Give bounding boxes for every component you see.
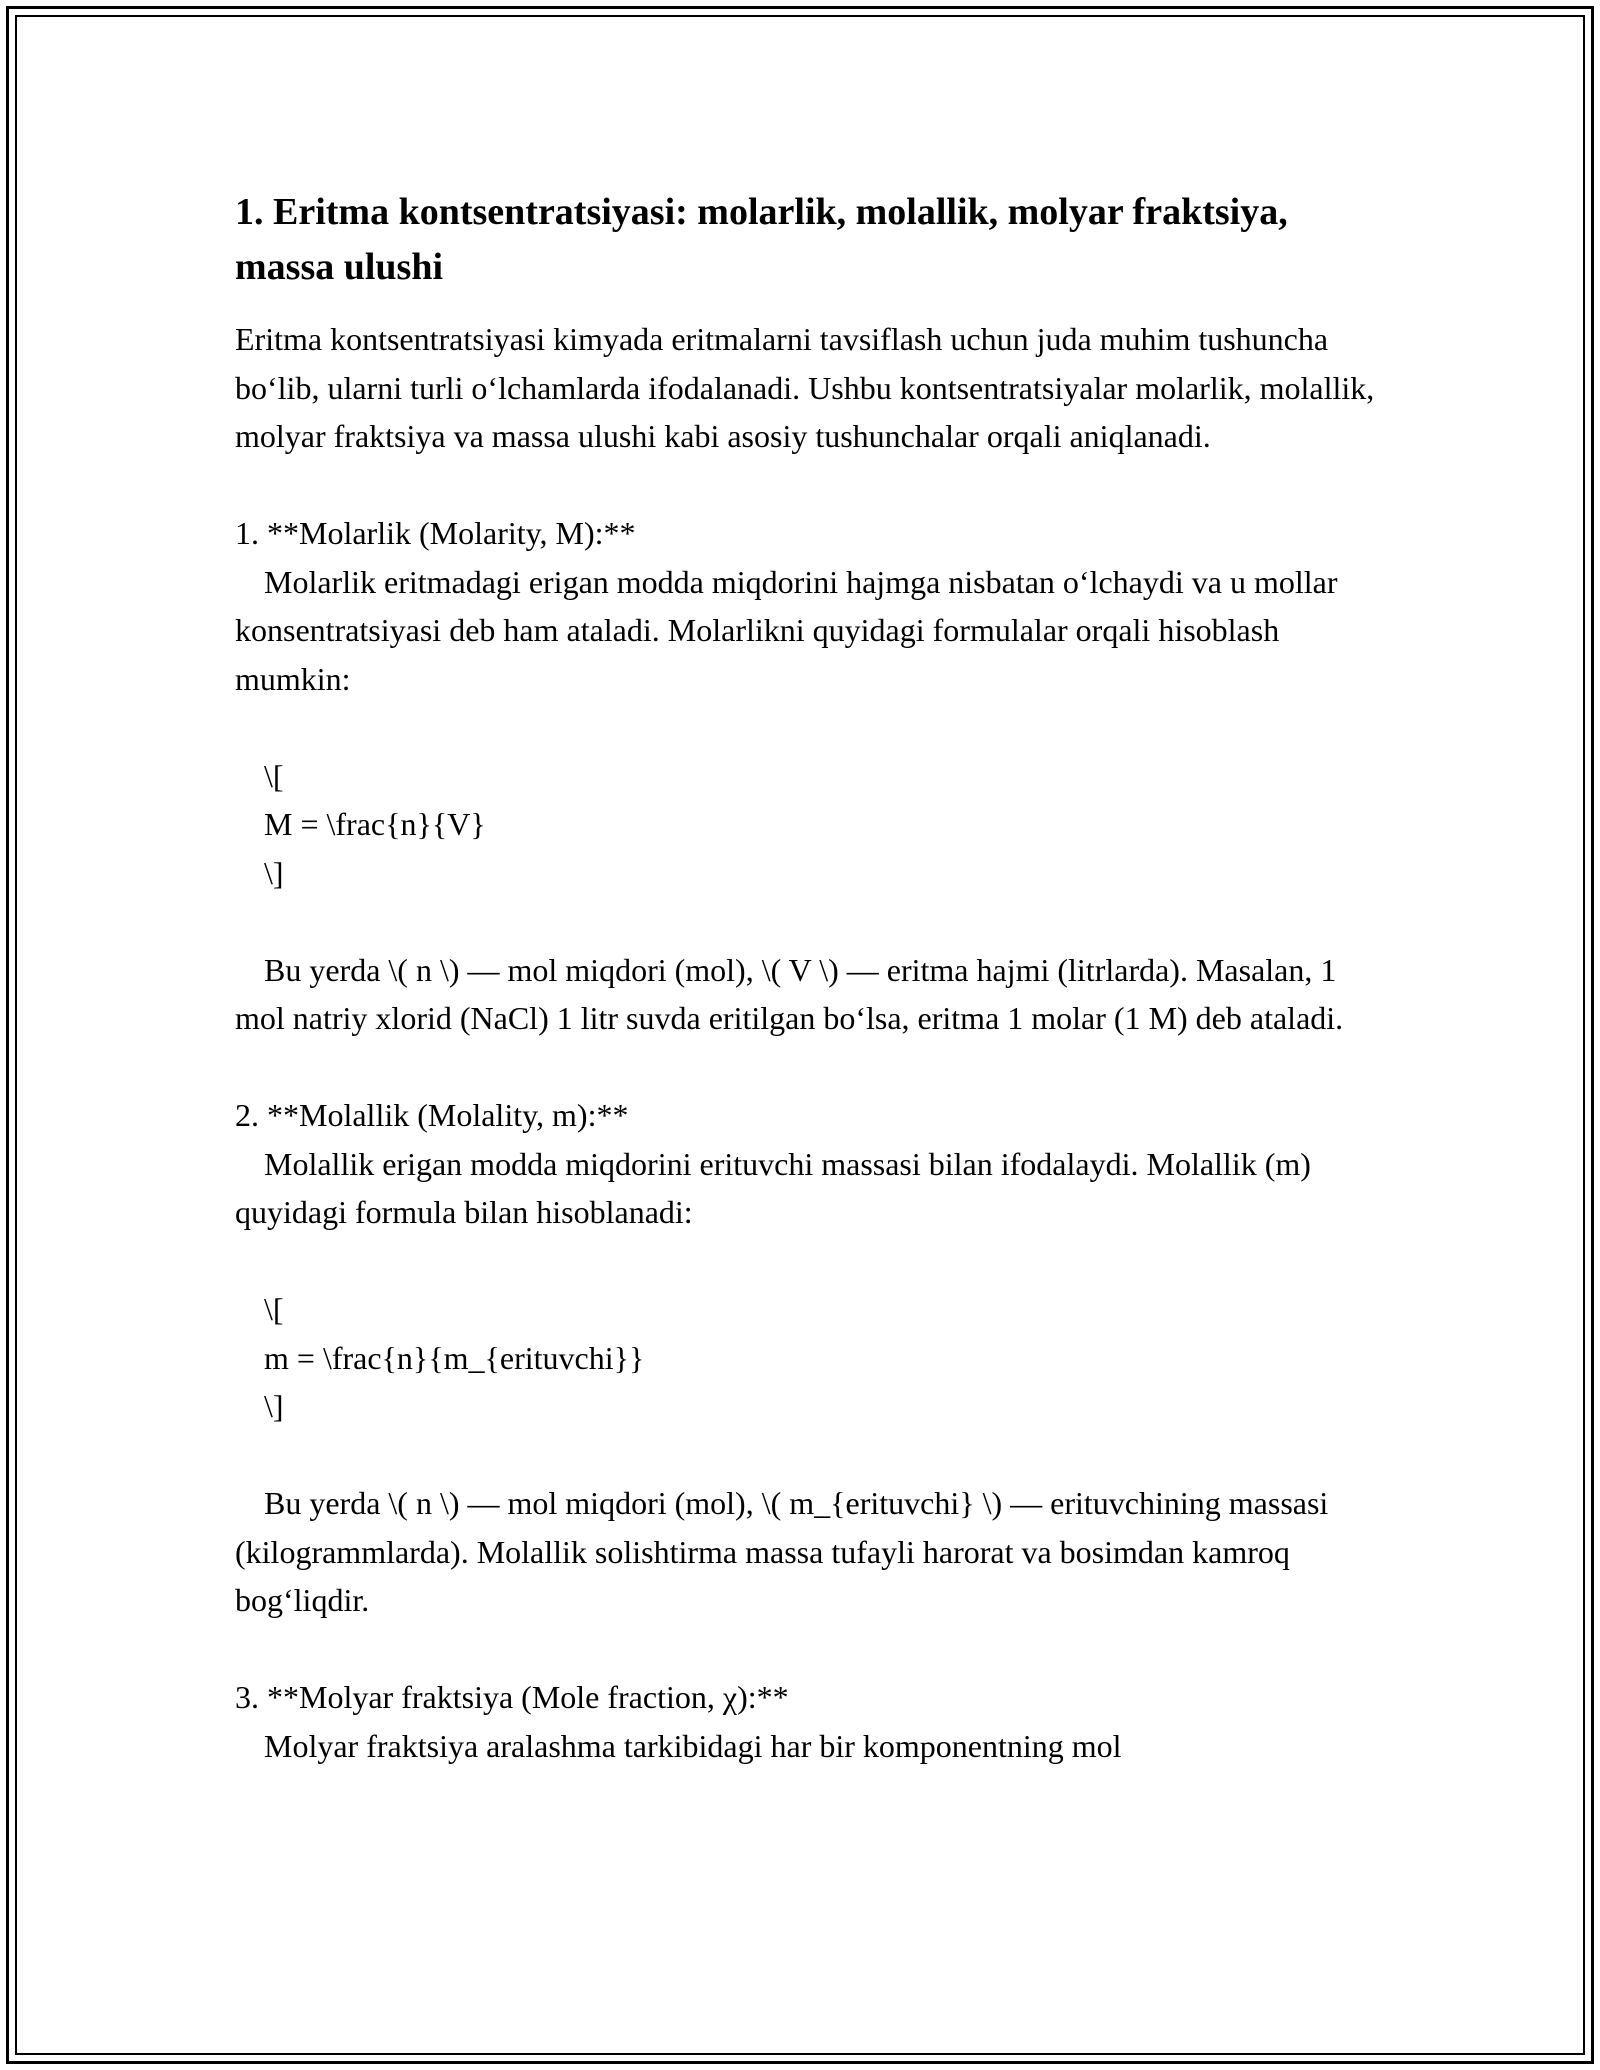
spacer [235, 1431, 1385, 1480]
spacer [235, 703, 1385, 752]
section-3-body [235, 1722, 1385, 1771]
spacer [235, 1237, 1385, 1286]
section-2-body [235, 1140, 1385, 1237]
section-1-explanation [235, 946, 1385, 1043]
section-3-title: 3. **Molyar fraktsiya (Mole fraction, χ):** [235, 1679, 789, 1715]
section-1-formula-open: \[ [264, 757, 284, 794]
section-1-formula-close: \] [264, 854, 284, 891]
section-1-body [235, 558, 1385, 704]
section-1-explanation-text: Bu yerda \( n \) — mol miqdori (mol), \( V \) — eritma hajmi (litrlarda). Masalan, 1 mol natriy xlorid (NaCl) 1 litr suvda eritilgan bo‘lsa, eritma 1 molar (1 M) deb ataladi. [235, 951, 1344, 1036]
section-2-body-text: Molallik erigan modda miqdorini erituvchi massasi bilan ifodalaydi. Molallik (m) quyidagi formula bilan hisoblanadi: [235, 1145, 1311, 1230]
section-1-title: 1. **Molarlik (Molarity, M):** [235, 515, 636, 551]
section-2-formula-open: \[ [264, 1291, 284, 1327]
spacer [235, 1625, 1385, 1674]
section-2-explanation-text: Bu yerda \( n \) — mol miqdori (mol), \( m_{erituvchi} \) — erituvchining massasi (kilogrammlarda). Molallik solishtirma massa tufayli harorat va bosimdan kamroq bog‘liqdir. [235, 1485, 1329, 1618]
spacer [235, 897, 1385, 946]
document-heading: 1. Eritma kontsentratsiyasi: molarlik, molallik, molyar fraktsiya, massa ulushi [235, 191, 1288, 288]
section-2-formula: m = \frac{n}{m_{erituvchi}} [264, 1339, 645, 1376]
intro-paragraph: Eritma kontsentratsiyasi kimyada eritmalarni tavsiflash uchun juda muhim tushuncha bo‘lib, ularni turli o‘lchamlarda ifodalanadi. Ushbu kontsentratsiyalar molarlik, molallik, molyar fraktsiya va massa ulushi kabi asosiy tushunchalar orqali aniqlanadi. [235, 321, 1375, 454]
spacer [235, 461, 1385, 510]
section-2-formula-close: \] [264, 1388, 284, 1424]
spacer [235, 1043, 1385, 1092]
document-body [235, 185, 1385, 1770]
section-2-explanation [235, 1479, 1385, 1625]
section-1-body-text: Molarlik eritmadagi erigan modda miqdorini hajmga nisbatan o‘lchaydi va u mollar konsentratsiyasi deb ham ataladi. Molarlikni quyidagi formulalar orqali hisoblash mumkin: [235, 563, 1338, 697]
section-3-body-text: Molyar fraktsiya aralashma tarkibidagi har bir komponentning mol [264, 1727, 1122, 1764]
section-1-formula: M = \frac{n}{V} [264, 806, 486, 842]
section-2-title: 2. **Molallik (Molality, m):** [235, 1097, 629, 1133]
